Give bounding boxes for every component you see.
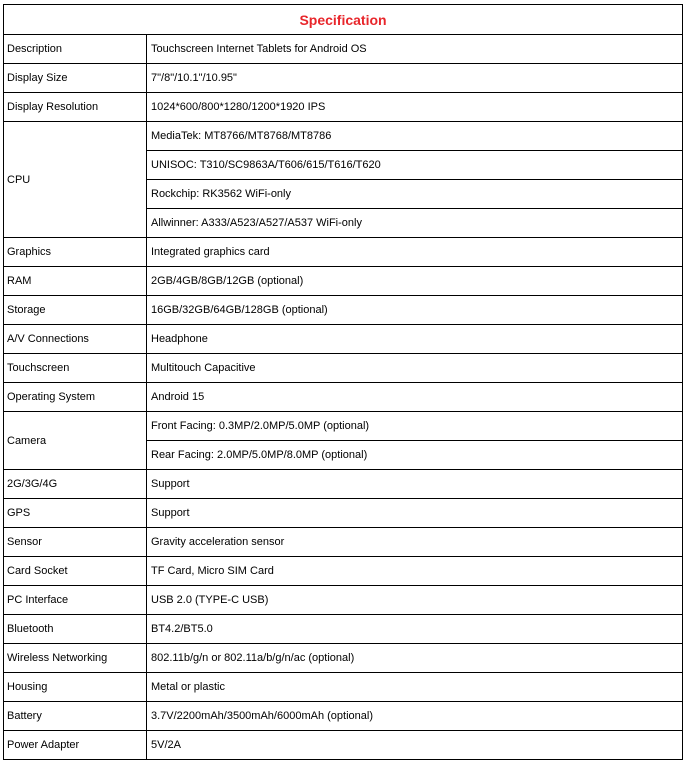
spec-value: USB 2.0 (TYPE-C USB) [147, 586, 683, 615]
spec-label: RAM [4, 267, 147, 296]
spec-row [4, 354, 683, 383]
spec-row [4, 731, 683, 760]
spec-value: 2GB/4GB/8GB/12GB (optional) [147, 267, 683, 296]
spec-label: Display Size [4, 64, 147, 93]
spec-row [4, 267, 683, 296]
spec-label: Battery [4, 702, 147, 731]
spec-row [4, 122, 683, 151]
spec-value: 802.11b/g/n or 802.11a/b/g/n/ac (optional) [147, 644, 683, 673]
spec-label: Camera [4, 412, 147, 470]
spec-value: Rockchip: RK3562 WiFi-only [147, 180, 683, 209]
spec-row [4, 702, 683, 731]
spec-label: Graphics [4, 238, 147, 267]
spec-label: GPS [4, 499, 147, 528]
spec-label: Housing [4, 673, 147, 702]
specification-table [3, 4, 683, 760]
spec-row [4, 586, 683, 615]
spec-value: Headphone [147, 325, 683, 354]
specification-title: Specification [4, 5, 683, 35]
spec-value: Support [147, 470, 683, 499]
spec-value: Front Facing: 0.3MP/2.0MP/5.0MP (optional) [147, 412, 683, 441]
spec-value: Android 15 [147, 383, 683, 412]
spec-row [4, 383, 683, 412]
spec-value: MediaTek: MT8766/MT8768/MT8786 [147, 122, 683, 151]
title-row [4, 5, 683, 35]
spec-value: Integrated graphics card [147, 238, 683, 267]
spec-label: Touchscreen [4, 354, 147, 383]
spec-value: BT4.2/BT5.0 [147, 615, 683, 644]
spec-row [4, 499, 683, 528]
spec-label: CPU [4, 122, 147, 238]
spec-value: Multitouch Capacitive [147, 354, 683, 383]
spec-label: Description [4, 35, 147, 64]
spec-row [4, 644, 683, 673]
spec-value: Support [147, 499, 683, 528]
spec-row [4, 64, 683, 93]
spec-row [4, 296, 683, 325]
spec-label: Storage [4, 296, 147, 325]
spec-value: Gravity acceleration sensor [147, 528, 683, 557]
spec-value: Allwinner: A333/A523/A527/A537 WiFi-only [147, 209, 683, 238]
spec-label: PC Interface [4, 586, 147, 615]
spec-label: Operating System [4, 383, 147, 412]
spec-label: Bluetooth [4, 615, 147, 644]
spec-label: 2G/3G/4G [4, 470, 147, 499]
spec-label: Power Adapter [4, 731, 147, 760]
spec-label: Sensor [4, 528, 147, 557]
spec-label: Card Socket [4, 557, 147, 586]
spec-row [4, 325, 683, 354]
spec-row [4, 238, 683, 267]
spec-label: Display Resolution [4, 93, 147, 122]
spec-label: A/V Connections [4, 325, 147, 354]
spec-value: 5V/2A [147, 731, 683, 760]
spec-row [4, 615, 683, 644]
spec-value: 7"/8"/10.1"/10.95" [147, 64, 683, 93]
spec-row [4, 557, 683, 586]
spec-row [4, 412, 683, 441]
spec-row [4, 528, 683, 557]
spec-value: 16GB/32GB/64GB/128GB (optional) [147, 296, 683, 325]
spec-row [4, 93, 683, 122]
spec-value: 1024*600/800*1280/1200*1920 IPS [147, 93, 683, 122]
specification-body [4, 35, 683, 760]
spec-row [4, 470, 683, 499]
spec-row [4, 673, 683, 702]
spec-value: 3.7V/2200mAh/3500mAh/6000mAh (optional) [147, 702, 683, 731]
spec-row [4, 35, 683, 64]
spec-value: Metal or plastic [147, 673, 683, 702]
spec-value: TF Card, Micro SIM Card [147, 557, 683, 586]
spec-value: Touchscreen Internet Tablets for Android OS [147, 35, 683, 64]
spec-value: UNISOC: T310/SC9863A/T606/615/T616/T620 [147, 151, 683, 180]
spec-value: Rear Facing: 2.0MP/5.0MP/8.0MP (optional) [147, 441, 683, 470]
spec-label: Wireless Networking [4, 644, 147, 673]
